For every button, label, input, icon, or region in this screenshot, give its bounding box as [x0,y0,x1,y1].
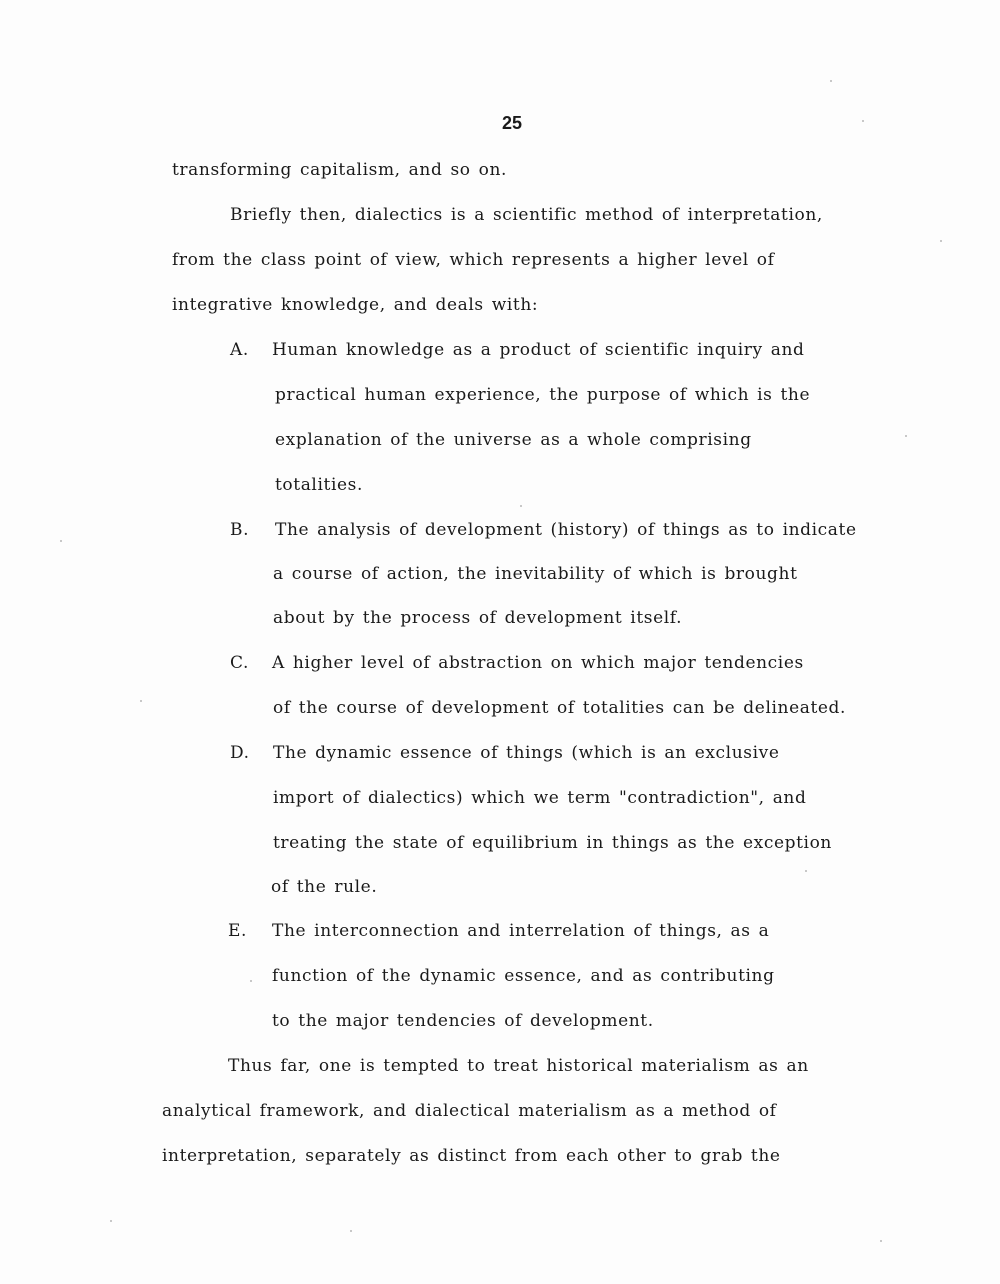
scan-speck [520,505,522,507]
list-item-label: E. [228,921,248,941]
list-item-line: import of dialectics) which we term "contradiction", and [273,788,807,808]
scan-speck [880,1240,882,1242]
list-item-line: The dynamic essence of things (which is an exclusive [273,743,780,763]
list-item-line: treating the state of equilibrium in things as the exception [273,833,832,853]
list-item-line: totalities. [275,475,363,495]
list-item-label: C. [230,653,250,673]
list-item-line: about by the process of development itself. [273,608,683,628]
text-line: from the class point of view, which represents a higher level of [172,250,775,270]
text-line: transforming capitalism, and so on. [172,160,507,180]
page-number: 25 [501,113,523,133]
list-item-line: to the major tendencies of development. [272,1011,654,1031]
list-item-label: D. [230,743,250,763]
scan-speck [830,80,832,82]
scan-speck [905,435,907,437]
scan-speck [862,120,864,122]
text-line: Thus far, one is tempted to treat historical materialism as an [228,1056,809,1076]
list-item-line: The analysis of development (history) of things as to indicate [275,520,857,540]
scan-speck [140,700,142,702]
list-item-line: Human knowledge as a product of scientific inquiry and [272,340,805,360]
scan-speck [250,980,252,982]
scan-speck [60,540,62,542]
text-line: analytical framework, and dialectical materialism as a method of [162,1101,777,1121]
list-item-line: practical human experience, the purpose of which is the [275,385,811,405]
list-item-line: of the rule. [271,877,378,897]
scan-speck [110,1220,112,1222]
list-item-line: A higher level of abstraction on which major tendencies [272,653,804,673]
scan-speck [940,240,942,242]
text-line: interpretation, separately as distinct from each other to grab the [162,1146,781,1166]
list-item-line: The interconnection and interrelation of things, as a [272,921,770,941]
scan-speck [805,870,807,872]
text-line: integrative knowledge, and deals with: [172,295,539,315]
list-item-line: explanation of the universe as a whole comprising [275,430,752,450]
text-line: Briefly then, dialectics is a scientific method of interpretation, [230,205,823,225]
list-item-line: a course of action, the inevitability of which is brought [273,564,798,584]
scan-speck [350,1230,352,1232]
list-item-label: A. [230,340,249,360]
list-item-line: of the course of development of totalities can be delineated. [273,698,847,718]
list-item-line: function of the dynamic essence, and as contributing [272,966,775,986]
list-item-label: B. [230,520,250,540]
